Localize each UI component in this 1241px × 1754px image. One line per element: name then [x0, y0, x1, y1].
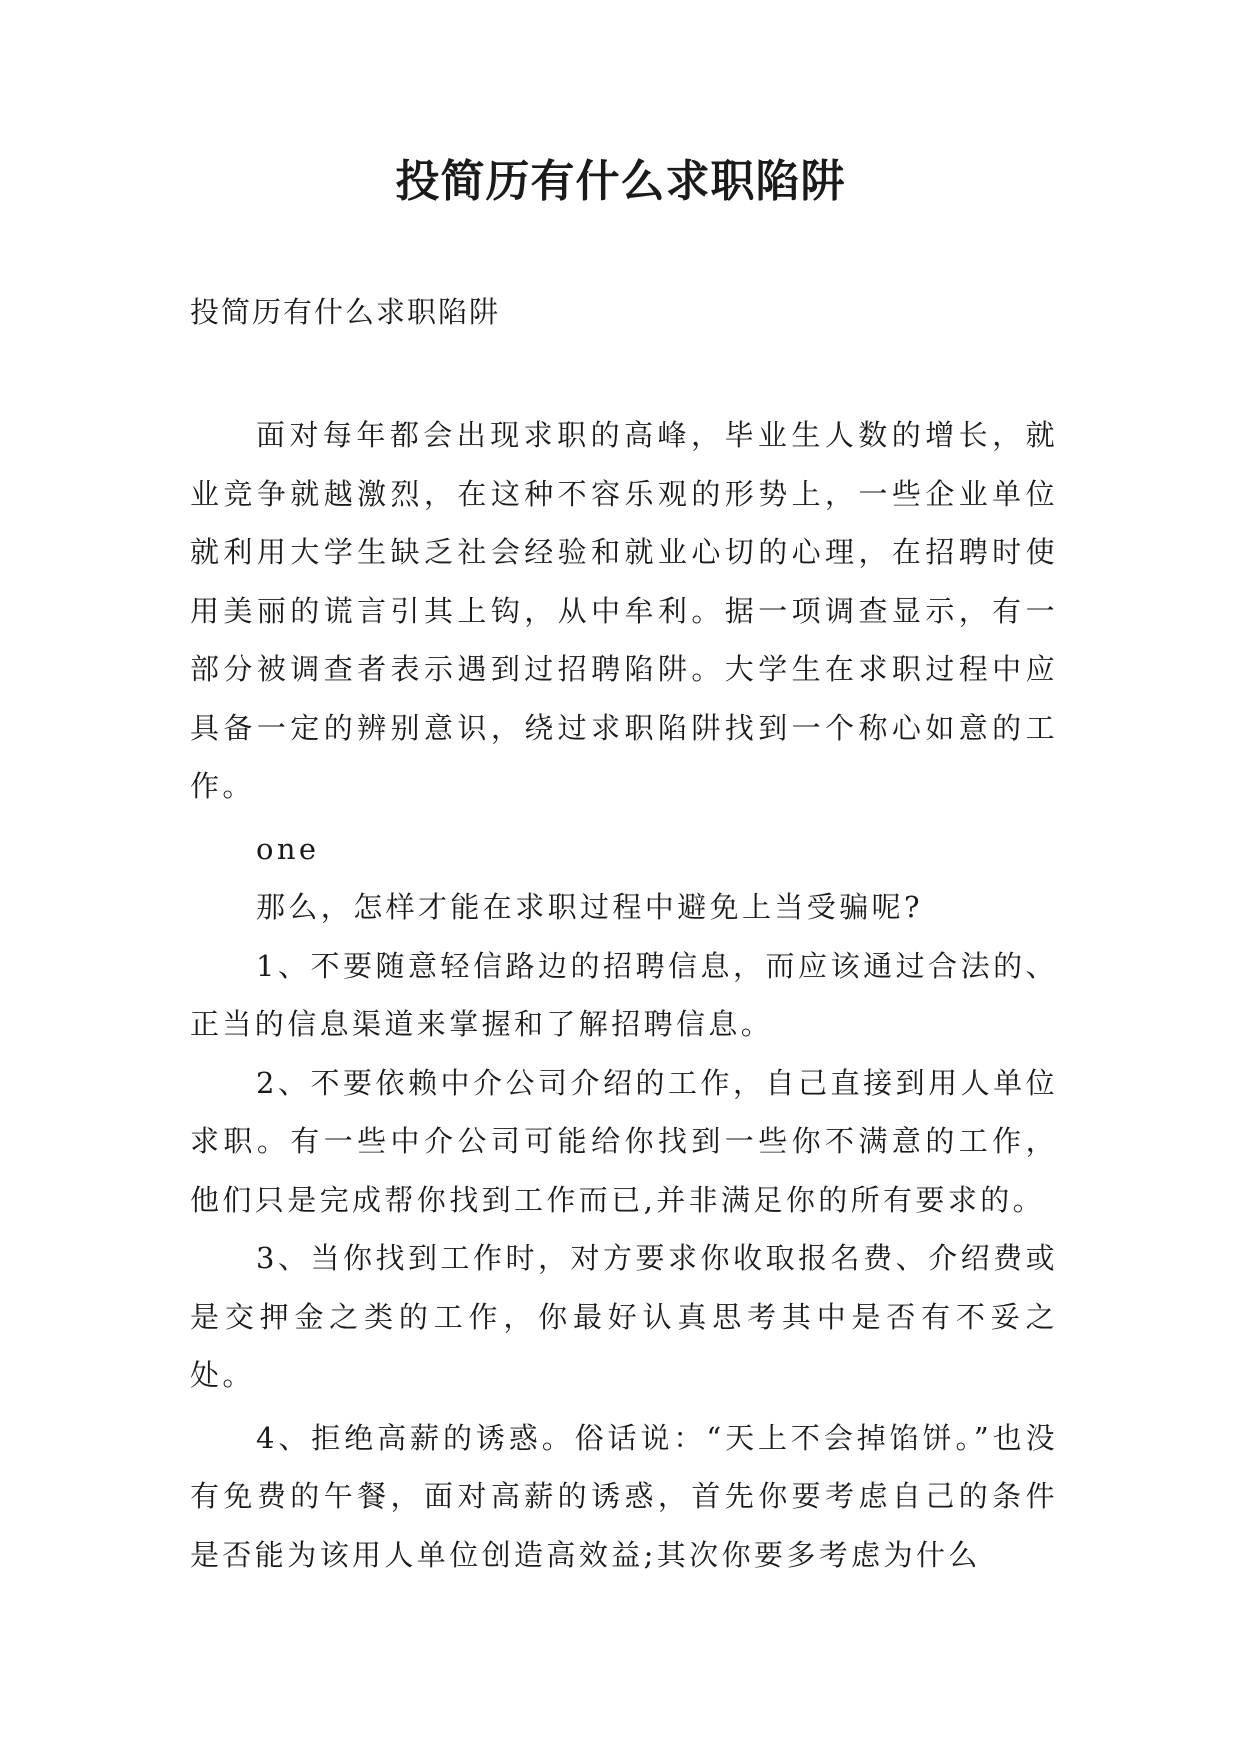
paragraph-marker: one [256, 831, 320, 866]
paragraph-tip-2: 2、不要依赖中介公司介绍的工作，自己直接到用人单位求职。有一些中介公司可能给你找到一些你不满意的工作，他们只是完成帮你找到工作而已,并非满足你的所有要求的。 [190, 1065, 1058, 1217]
paragraph-intro: 面对每年都会出现求职的高峰，毕业生人数的增长，就业竞争就越激烈，在这种不容乐观的形势上，一些企业单位就利用大学生缺乏社会经验和就业心切的心理，在招聘时使用美丽的谎言引其上钩，从中牟利。据一项调查显示，有一部分被调查者表示遇到过招聘陷阱。大学生在求职过程中应具备一定的辨别意识，绕过求职陷阱找到一个称心如意的工作。 [190, 418, 1058, 803]
document-title: 投简历有什么求职陷阱 [395, 156, 846, 207]
paragraph-tip-4: 4、拒绝高薪的诱惑。俗话说：“天上不会掉馅饼。”也没有免费的午餐，面对高薪的诱惑，首先你要考虑自己的条件是否能为该用人单位创造高效益;其次你要多考虑为什么 [190, 1420, 1058, 1572]
document-body [190, 406, 1058, 1584]
paragraph-question: 那么，怎样才能在求职过程中避免上当受骗呢? [256, 890, 923, 924]
document-subtitle: 投简历有什么求职陷阱 [190, 295, 501, 329]
paragraph-tip-3: 3、当你找到工作时，对方要求你收取报名费、介绍费或是交押金之类的工作，你最好认真思考其中是否有不妥之处。 [190, 1241, 1058, 1392]
paragraph-tip-1: 1、不要随意轻信路边的招聘信息，而应该通过合法的、正当的信息渠道来掌握和了解招聘信息。 [190, 948, 1058, 1041]
